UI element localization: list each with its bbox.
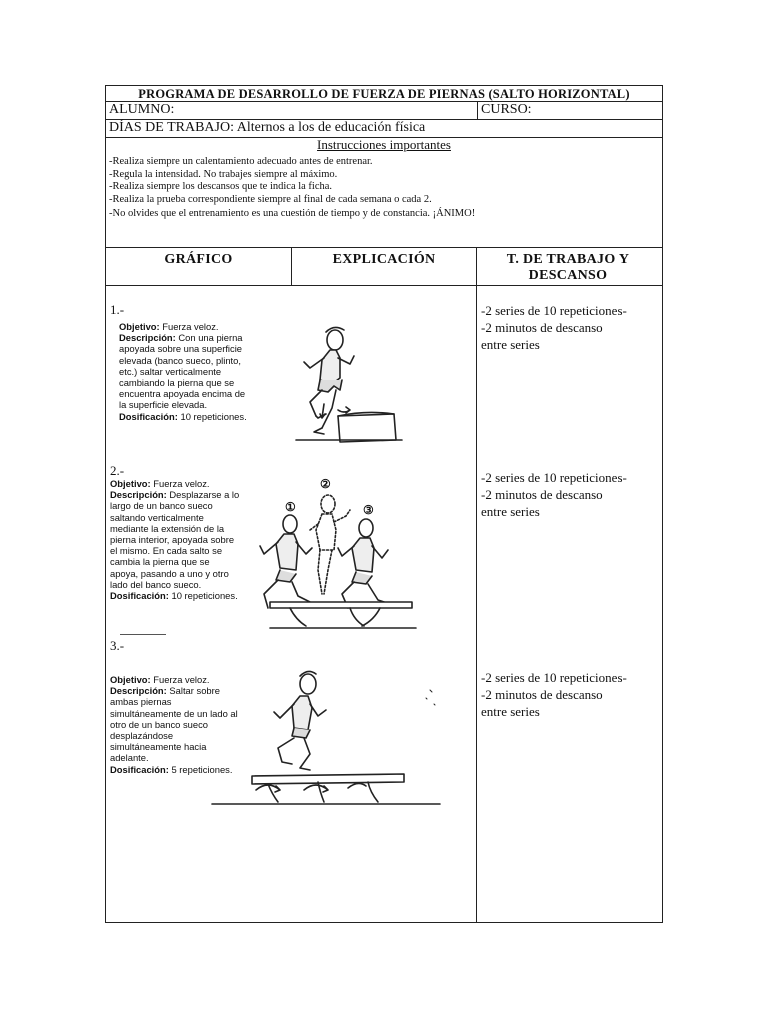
column-header-trabajo: T. DE TRABAJO Y DESCANSO (506, 252, 630, 283)
exercise-number: 3.- (110, 638, 125, 653)
marker-1: ① (285, 500, 296, 514)
alumno-label: ALUMNO: (109, 102, 175, 117)
exercise-description: Objetivo: Fuerza veloz. Descripción: Con una pierna apoyada sobre una superficie elevada (banco sueco, plinto, etc.) saltar verticalmente cambiando la pierna que se encuentra apoyada encima de la superficie elevada. Dosificación: 10 repeticiones. (119, 321, 247, 422)
work-rest-cell: -2 series de 10 repeticiones- -2 minutos de descanso entre series (481, 470, 627, 519)
instruction-item: -Realiza siempre los descansos que te indica la ficha. (109, 181, 333, 193)
column-header-explicacion: EXPLICACIÓN (332, 252, 436, 267)
instruction-item: -Regula la intensidad. No trabajes siempre al máximo. (109, 168, 338, 180)
exercise-description: Objetivo: Fuerza veloz. Descripción: Saltar sobre ambas piernas simultáneamente de un lado al otro de un banco sueco desplazándose simultáneamente hacia adelante. Dosificación: 5 repeticiones. (110, 674, 238, 775)
exercise-number: 2.- (110, 463, 125, 478)
curso-label: CURSO: (481, 102, 532, 117)
instructions-list (109, 156, 659, 221)
work-rest-cell: -2 series de 10 repeticiones- -2 minutos de descanso entre series (481, 303, 627, 352)
column-header-grafico: GRÁFICO (164, 252, 233, 267)
exercise-2-illustration (250, 490, 418, 632)
instruction-item: -Realiza la prueba correspondiente siempre al final de cada semana o cada 2. (109, 193, 432, 205)
dias-label: DÍAS DE TRABAJO: (109, 120, 234, 135)
instruction-item: -Realiza siempre un calentamiento adecuado antes de entrenar. (109, 156, 373, 167)
dias-value: Alternos a los de educación física (236, 120, 426, 135)
instruction-item: -No olvides que el entrenamiento es una cuestión de tiempo y de constancia. ¡ÁNIMO! (109, 208, 476, 220)
marker-3: ③ (363, 503, 374, 517)
exercise-description: Objetivo: Fuerza veloz. Descripción: Desplazarse a lo largo de un banco sueco saltando verticalmente mediante la extensión de la pierna interior, apoyada sobre el mismo. En cada salto se cambia la pierna que se apoya, pasando a uno y otro lado del banco sueco. Dosificación: 10 repeticiones. (110, 478, 240, 602)
exercise-1-illustration (282, 318, 408, 444)
work-rest-cell: -2 series de 10 repeticiones- -2 minutos de descanso entre series (481, 670, 627, 719)
marker-2: ② (320, 477, 331, 491)
exercise-number: 1.- (110, 302, 125, 317)
exercise-3-illustration (208, 664, 444, 824)
page-title: PROGRAMA DE DESARROLLO DE FUERZA DE PIERNAS (SALTO HORIZONTAL) (138, 87, 630, 101)
instructions-heading: Instrucciones importantes (317, 137, 451, 152)
separator-line (120, 634, 166, 635)
dias-de-trabajo (109, 119, 425, 137)
